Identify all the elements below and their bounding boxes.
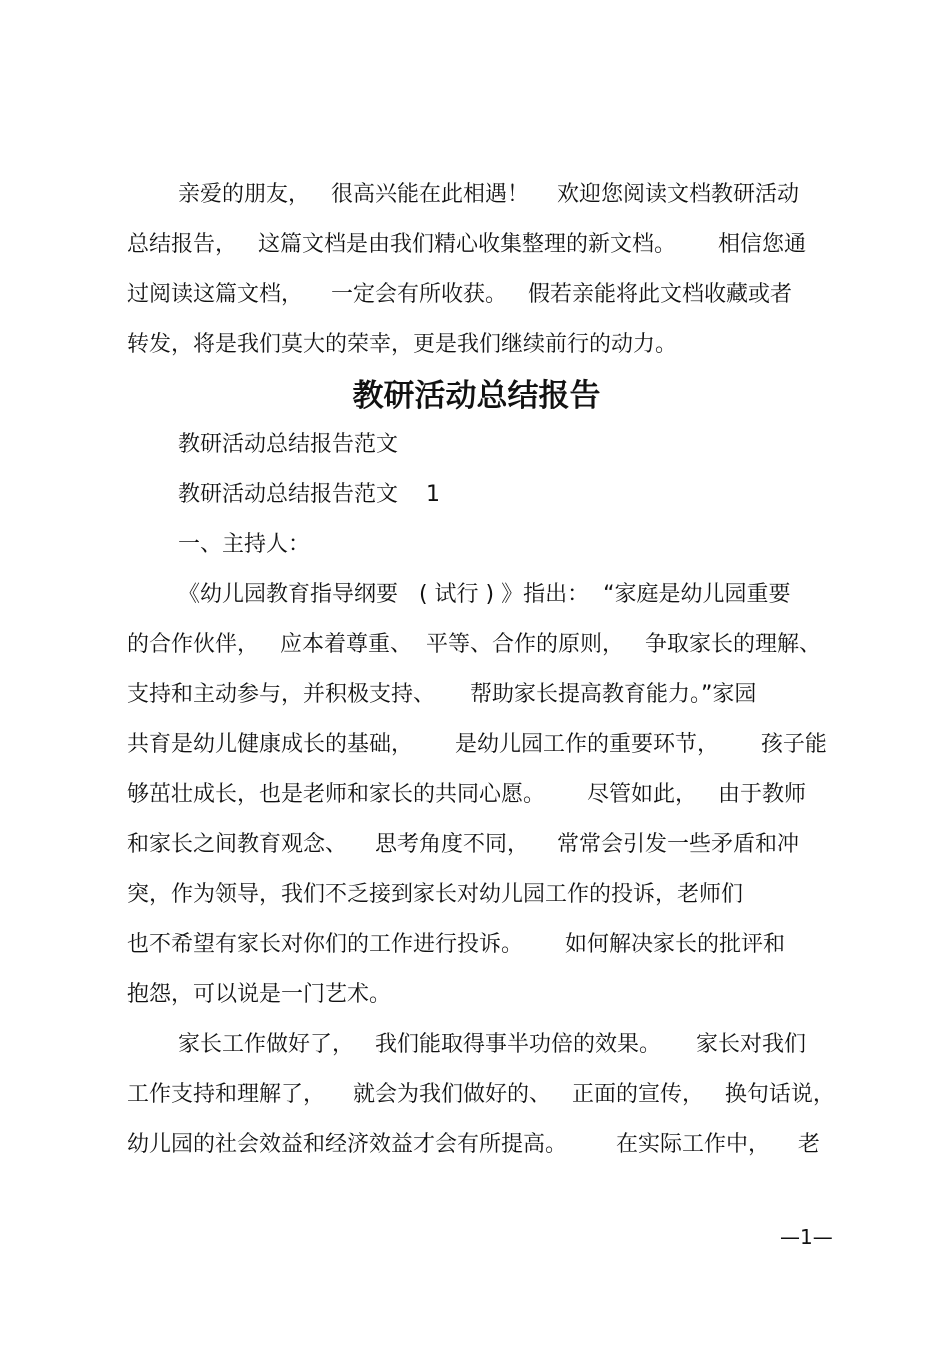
- paragraph-line: 突，作为领导，我们不乏接到家长对幼儿园工作的投诉，老师们: [127, 882, 744, 907]
- paragraph-line: 的合作伙伴， 应本着尊重、 平等、合作的原则， 争取家长的理解、: [127, 632, 821, 657]
- document-title: 教研活动总结报告: [352, 378, 601, 414]
- document-subtitle: 教研活动总结报告范文: [178, 432, 399, 457]
- paragraph-line: 支持和主动参与，并积极支持、 帮助家长提高教育能力。”家园: [127, 682, 757, 707]
- host-heading: 一、主持人：: [178, 532, 311, 557]
- paragraph-line: 《幼儿园教育指导纲要 ( 试行 ) 》指出： “家庭是幼儿园重要: [178, 582, 791, 607]
- paragraph-line: 和家长之间教育观念、 思考角度不同， 常常会引发一些矛盾和冲: [127, 832, 799, 857]
- page-number: —1—: [780, 1225, 833, 1249]
- paragraph-line: 家长工作做好了， 我们能取得事半功倍的效果。 家长对我们: [178, 1032, 806, 1057]
- paragraph-line: 也不希望有家长对你们的工作进行投诉。 如何解决家长的批评和: [127, 932, 785, 957]
- section-heading: 教研活动总结报告范文 1: [178, 482, 440, 507]
- paragraph-line: 够茁壮成长，也是老师和家长的共同心愿。 尽管如此， 由于教师: [127, 782, 806, 807]
- paragraph-line: 共育是幼儿健康成长的基础， 是幼儿园工作的重要环节， 孩子能: [127, 732, 827, 757]
- intro-line: 亲爱的朋友， 很高兴能在此相遇！ 欢迎您阅读文档教研活动: [178, 182, 799, 207]
- intro-line: 过阅读这篇文档， 一定会有所收获。 假若亲能将此文档收藏或者: [127, 282, 792, 307]
- paragraph-line: 幼儿园的社会效益和经济效益才会有所提高。 在实际工作中， 老: [127, 1132, 820, 1157]
- paragraph-line: 工作支持和理解了， 就会为我们做好的、 正面的宣传， 换句话说，: [127, 1082, 835, 1107]
- intro-line: 总结报告， 这篇文档是由我们精心收集整理的新文档。 相信您通: [127, 232, 806, 257]
- intro-line: 转发，将是我们莫大的荣幸，更是我们继续前行的动力。: [127, 332, 678, 357]
- paragraph-line: 抱怨，可以说是一门艺术。: [127, 982, 392, 1007]
